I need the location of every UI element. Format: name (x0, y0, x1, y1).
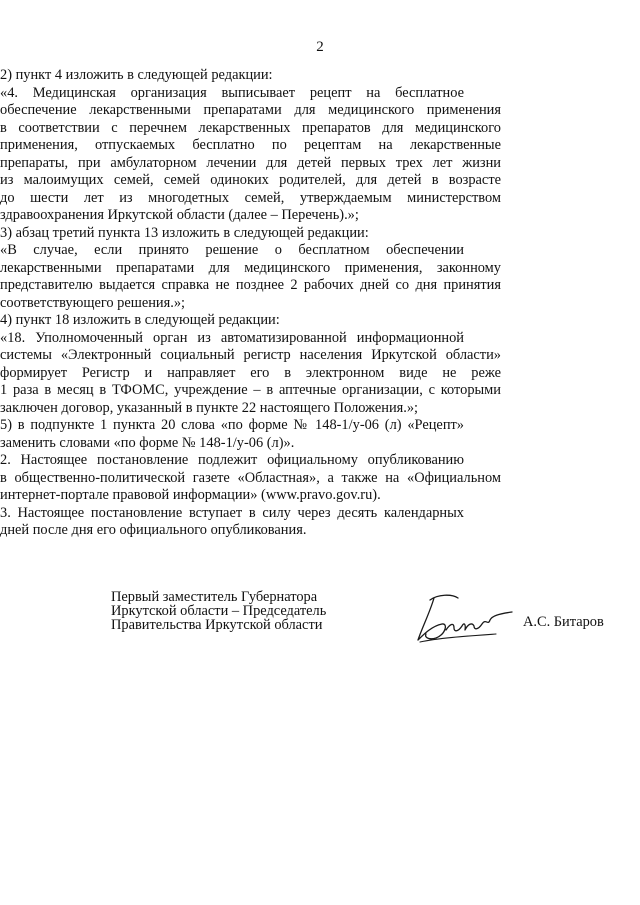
signatory-name: А.С. Битаров (523, 614, 604, 630)
text-line: «4. Медицинская организация выписывает рецепт на бесплатное (0, 84, 464, 101)
text-line: интернет-портале правовой информации» (www.pravo.gov.ru). (0, 487, 381, 503)
text-line: 3) абзац третий пункта 13 изложить в следующей редакции: (0, 224, 369, 241)
text-line: «18. Уполномоченный орган из автоматизированной информационной (0, 329, 464, 346)
signatory-position-line: Правительства Иркутской области (111, 617, 323, 633)
page-number: 2 (316, 39, 324, 55)
text-line: обеспечение лекарственными препаратами для медицинского применения (0, 102, 501, 118)
text-line: лекарственными препаратами для медицинского применения, законному (0, 259, 501, 276)
text-line: 5) в подпункте 1 пункта 20 слова «по форме № 148-1/у-06 (л) «Рецепт» (0, 417, 464, 433)
text-line: из малоимущих семей, семей одиноких родителей, для детей в возрасте (0, 172, 501, 188)
text-line: в общественно-политической газете «Областная», а также на «Официальном (0, 469, 501, 486)
text-line: заключен договор, указанный в пункте 22 настоящего Положения.»; (0, 399, 419, 416)
text-line: 2) пункт 4 изложить в следующей редакции: (0, 67, 273, 83)
document-body (0, 67, 640, 540)
text-line: до шести лет из многодетных семей, утверждаемым министерством (0, 189, 501, 206)
text-line: соответствующего решения.»; (0, 294, 186, 311)
text-line: дней после дня его официального опубликования. (0, 522, 307, 538)
handwritten-signature (408, 590, 518, 648)
text-line: 4) пункт 18 изложить в следующей редакции: (0, 312, 280, 328)
text-line: 3. Настоящее постановление вступает в силу через десять календарных (0, 504, 464, 521)
signatory-position-line: Иркутской области – Председатель (111, 603, 327, 619)
text-line: «В случае, если принято решение о бесплатном обеспечении (0, 242, 464, 258)
text-line: заменить словами «по форме № 148-1/у-06 (л)». (0, 434, 295, 451)
text-line: представителю выдается справка не позднее 2 рабочих дней со дня принятия (0, 277, 501, 293)
text-line: здравоохранения Иркутской области (далее – Перечень).»; (0, 207, 359, 223)
text-line: 2. Настоящее постановление подлежит официальному опубликованию (0, 452, 464, 468)
signatory-position (111, 590, 326, 632)
text-line: в соответствии с перечнем лекарственных препаратов для медицинского (0, 119, 501, 136)
text-line: системы «Электронный социальный регистр населения Иркутской области» (0, 347, 501, 363)
text-line: формирует Регистр и направляет его в электронном виде не реже (0, 364, 501, 381)
text-line: препараты, при амбулаторном лечении для детей первых трех лет жизни (0, 154, 501, 171)
text-line: применения, отпускаемых бесплатно по рецептам на лекарственные (0, 137, 501, 153)
text-line: 1 раза в месяц в ТФОМС, учреждение – в аптечные организации, с которыми (0, 382, 501, 398)
signatory-position-line: Первый заместитель Губернатора (111, 589, 318, 605)
